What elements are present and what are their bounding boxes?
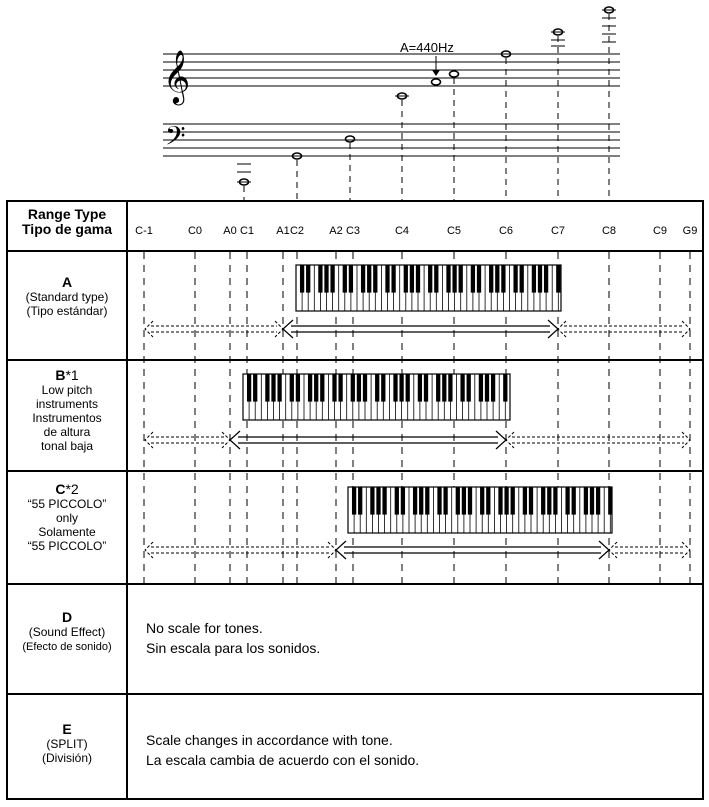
black-key: [520, 265, 524, 293]
black-key: [565, 487, 569, 515]
black-key: [367, 265, 371, 293]
row-a-dashed-arrow-low-head: [275, 321, 283, 337]
row-e-line: (División): [41, 751, 92, 765]
row-e-note-line: La escala cambia de acuerdo con el sonido.: [146, 752, 420, 768]
row-c-dashed-arrow-low-head: [145, 542, 153, 558]
black-key: [393, 374, 397, 402]
black-key: [318, 265, 322, 293]
black-key: [290, 374, 294, 402]
black-key: [468, 487, 472, 515]
black-key: [320, 374, 324, 402]
row-c-dashed-arrow-high-head: [682, 542, 690, 558]
black-key: [351, 374, 355, 402]
black-key: [523, 487, 527, 515]
tick-label: C8: [601, 225, 617, 237]
black-key: [498, 487, 502, 515]
row-d-note-line: No scale for tones.: [146, 620, 263, 636]
row-c-range-arrow-head: [336, 541, 346, 559]
black-key: [352, 487, 356, 515]
black-key: [413, 487, 417, 515]
black-key: [532, 265, 536, 293]
black-key: [416, 265, 420, 293]
black-key: [406, 374, 410, 402]
tick-label: C2: [289, 225, 305, 237]
black-key: [590, 487, 594, 515]
black-key: [485, 374, 489, 402]
row-c-line: Solamente: [38, 525, 96, 539]
black-key: [401, 487, 405, 515]
black-key: [437, 487, 441, 515]
black-key: [361, 265, 365, 293]
row-c-title: C: [55, 481, 66, 497]
row-a-line: (Standard type): [25, 290, 109, 304]
black-key: [308, 374, 312, 402]
black-key: [471, 265, 475, 293]
black-key: [459, 265, 463, 293]
black-key: [376, 487, 380, 515]
black-key: [395, 487, 399, 515]
black-key: [503, 374, 507, 402]
black-key: [448, 374, 452, 402]
black-key: [442, 374, 446, 402]
row-b-dashed-arrow-high-head: [682, 432, 690, 448]
header-range-type: Range Type: [27, 206, 107, 222]
black-key: [363, 374, 367, 402]
black-key: [418, 374, 422, 402]
black-key: [424, 374, 428, 402]
black-key: [460, 374, 464, 402]
black-key: [572, 487, 576, 515]
tick-label: C6: [498, 225, 514, 237]
black-key: [608, 487, 612, 515]
row-b-dashed-arrow-low-head: [145, 432, 153, 448]
row-a-range-arrow-head: [548, 320, 558, 338]
black-key: [556, 265, 560, 293]
black-key: [277, 374, 281, 402]
row-d-note-line: Sin escala para los sonidos.: [146, 640, 321, 656]
black-key: [452, 265, 456, 293]
black-key: [404, 265, 408, 293]
row-e-note-line: Scale changes in accordance with tone.: [146, 732, 393, 748]
black-key: [253, 374, 257, 402]
black-key: [462, 487, 466, 515]
black-key: [553, 487, 557, 515]
black-key: [479, 374, 483, 402]
black-key: [477, 265, 481, 293]
black-key: [486, 487, 490, 515]
reference-pitch-label: A=440Hz: [400, 40, 454, 55]
tick-label: C-1: [135, 225, 153, 237]
black-key: [456, 487, 460, 515]
row-a-title: A: [61, 274, 73, 290]
black-key: [381, 374, 385, 402]
black-key: [332, 374, 336, 402]
row-b-line: tonal baja: [40, 439, 94, 453]
black-key: [596, 487, 600, 515]
black-key: [343, 265, 347, 293]
black-key: [425, 487, 429, 515]
black-key: [271, 374, 275, 402]
black-key: [330, 265, 334, 293]
row-e-title: E: [62, 721, 72, 737]
black-key: [513, 265, 517, 293]
black-key: [370, 487, 374, 515]
tick-label: A0: [223, 225, 237, 237]
row-d-line: (Sound Effect): [28, 625, 106, 639]
black-key: [247, 374, 251, 402]
black-key: [495, 265, 499, 293]
black-key: [436, 374, 440, 402]
row-c-line: only: [55, 511, 78, 525]
row-c-range-arrow-head: [599, 541, 609, 559]
black-key: [443, 487, 447, 515]
row-d-line: (Efecto de sonido): [22, 641, 112, 653]
black-key: [399, 374, 403, 402]
tick-label: C5: [446, 225, 462, 237]
black-key: [338, 374, 342, 402]
black-key: [391, 265, 395, 293]
row-c-dashed-arrow-high-head: [609, 542, 617, 558]
black-key: [511, 487, 515, 515]
row-a-dashed-arrow-high-head: [558, 321, 566, 337]
row-b-title: B: [55, 367, 66, 383]
black-key: [296, 374, 300, 402]
row-b-range-arrow-head: [230, 431, 240, 449]
row-b-line: Low pitch: [41, 383, 93, 397]
black-key: [373, 265, 377, 293]
tick-label: C0: [187, 225, 203, 237]
row-b-line: Instrumentos: [32, 411, 102, 425]
black-key: [434, 265, 438, 293]
black-key: [410, 265, 414, 293]
row-b-dashed-arrow-high-head: [506, 432, 514, 448]
tick-label: C4: [394, 225, 410, 237]
row-b-line: instruments: [35, 397, 99, 411]
black-key: [547, 487, 551, 515]
black-key: [324, 265, 328, 293]
tick-label: G9: [682, 225, 698, 237]
tick-label: A2: [329, 225, 343, 237]
black-key: [314, 374, 318, 402]
treble-clef-icon: 𝄞: [163, 49, 191, 103]
black-key: [382, 487, 386, 515]
row-a-range-arrow-head: [283, 320, 293, 338]
row-b-line: de altura: [43, 425, 91, 439]
black-key: [501, 265, 505, 293]
black-key: [358, 487, 362, 515]
black-key: [529, 487, 533, 515]
row-d-title: D: [61, 609, 73, 625]
black-key: [491, 374, 495, 402]
tick-label: C9: [652, 225, 668, 237]
tick-label: C7: [550, 225, 566, 237]
black-key: [480, 487, 484, 515]
black-key: [265, 374, 269, 402]
header-tipo-de-gama: Tipo de gama: [22, 221, 112, 237]
row-b-suffix: *1: [65, 367, 79, 383]
black-key: [375, 374, 379, 402]
black-key: [467, 374, 471, 402]
black-key: [538, 265, 542, 293]
bass-clef-icon: 𝄢: [165, 120, 186, 158]
black-key: [504, 487, 508, 515]
tick-label: C1: [239, 225, 255, 237]
row-c-suffix: *2: [65, 481, 79, 497]
row-a-line: (Tipo estándar): [26, 304, 108, 318]
black-key: [349, 265, 353, 293]
black-key: [357, 374, 361, 402]
black-key: [300, 265, 304, 293]
row-c-line: “55 PICCOLO”: [27, 539, 107, 553]
row-c-line: “55 PICCOLO”: [27, 497, 107, 511]
row-a-dashed-arrow-low-head: [145, 321, 153, 337]
row-a-dashed-arrow-high-head: [682, 321, 690, 337]
black-key: [385, 265, 389, 293]
row-e-line: (SPLIT): [46, 737, 88, 751]
black-key: [489, 265, 493, 293]
black-key: [419, 487, 423, 515]
black-key: [306, 265, 310, 293]
tick-label: C3: [345, 225, 361, 237]
black-key: [428, 265, 432, 293]
black-key: [446, 265, 450, 293]
tick-label: A1: [276, 225, 290, 237]
black-key: [544, 265, 548, 293]
row-b-dashed-arrow-low-head: [222, 432, 230, 448]
black-key: [541, 487, 545, 515]
row-b-range-arrow-head: [496, 431, 506, 449]
black-key: [584, 487, 588, 515]
row-c-dashed-arrow-low-head: [328, 542, 336, 558]
